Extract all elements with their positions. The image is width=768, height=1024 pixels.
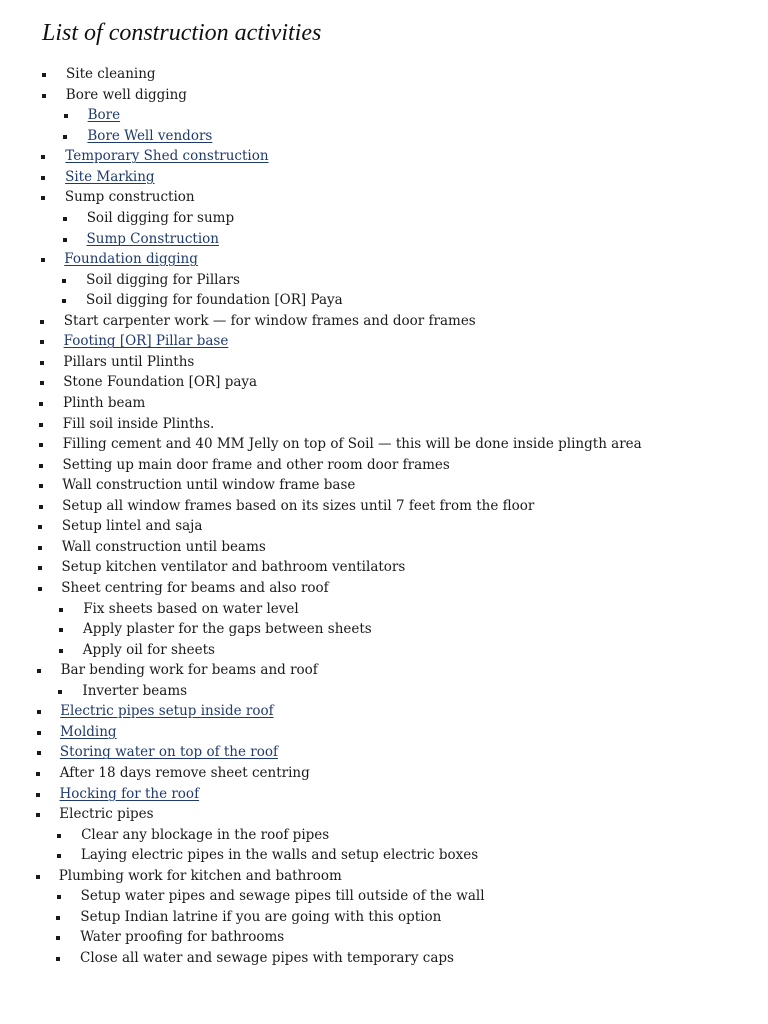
sub-list-item <box>0 290 760 310</box>
list-item-text: Soil digging for foundation [OR] Paya <box>86 292 343 309</box>
bullet-icon <box>56 957 60 961</box>
sub-list-item <box>0 640 760 660</box>
list-item <box>0 414 760 434</box>
sub-list-item <box>0 208 760 228</box>
list-item-text: After 18 days remove sheet centring <box>59 765 310 781</box>
list-item-text: Stone Foundation [OR] paya <box>63 374 258 391</box>
list-item-text: Setup kitchen ventilator and bathroom ventilators <box>61 559 406 576</box>
list-item <box>0 516 760 536</box>
list-item <box>0 311 760 331</box>
list-item-text: Inverter beams <box>82 682 188 699</box>
list-item-text: Clear any blockage in the roof pipes <box>81 826 330 843</box>
bullet-icon <box>38 566 42 570</box>
bullet-icon <box>56 936 60 940</box>
list-item-text: Bar bending work for beams and roof <box>60 662 318 679</box>
list-item-text: Fix sheets based on water level <box>83 600 299 617</box>
list-item-link[interactable]: Foundation digging <box>64 251 198 267</box>
list-item-link[interactable]: Bore Well vendors <box>87 127 213 144</box>
list-item-link[interactable]: Site Marking <box>65 168 155 185</box>
list-item-text: Apply plaster for the gaps between sheets <box>83 621 372 638</box>
list-item <box>0 557 760 577</box>
bullet-icon <box>38 587 42 591</box>
bullet-icon <box>63 135 67 139</box>
bullet-icon <box>41 258 45 262</box>
bullet-icon <box>38 525 42 529</box>
bullet-icon <box>59 649 63 653</box>
list-item-text: Setup lintel and saja <box>61 518 203 535</box>
list-item <box>0 804 760 824</box>
bullet-icon <box>42 73 46 77</box>
list-item-link[interactable]: Storing water on top of the roof <box>59 744 278 761</box>
bullet-icon <box>38 546 42 550</box>
list-item-text: Setup all window frames based on its sizes until 7 feet from the floor <box>62 497 535 514</box>
list-item[interactable] <box>0 331 760 351</box>
list-item[interactable] <box>0 722 760 742</box>
list-item-text: Sheet centring for beams and also roof <box>61 580 329 596</box>
list-item-text: Plinth beam <box>63 394 146 411</box>
bullet-icon <box>39 443 43 447</box>
bullet-icon <box>58 690 62 694</box>
sub-list-item[interactable] <box>0 126 760 146</box>
bullet-icon <box>62 299 66 303</box>
bullet-icon <box>62 279 66 283</box>
list-item <box>0 455 760 475</box>
list-item <box>0 393 760 413</box>
bullet-icon <box>41 155 45 159</box>
bullet-icon <box>63 217 67 221</box>
list-item <box>0 537 760 557</box>
list-item <box>0 372 760 392</box>
bullet-icon <box>57 834 61 838</box>
list-item-text: Setting up main door frame and other room door frames <box>62 456 450 473</box>
bullet-icon <box>37 751 41 755</box>
list-item <box>0 434 760 454</box>
bullet-icon <box>39 464 43 468</box>
bullet-icon <box>39 484 43 488</box>
list-item[interactable] <box>0 784 760 804</box>
sub-list-item <box>0 681 760 701</box>
sub-list-item[interactable] <box>0 229 760 249</box>
list-item[interactable] <box>0 146 760 166</box>
bullet-icon <box>36 793 40 797</box>
bullet-icon <box>40 340 44 344</box>
bullet-icon <box>39 505 43 509</box>
list-item-text: Electric pipes <box>59 806 154 823</box>
sub-list-item[interactable] <box>0 105 760 125</box>
list-item <box>0 352 760 372</box>
list-item <box>0 866 760 886</box>
bullet-icon <box>40 381 44 385</box>
list-item-text: Site cleaning <box>66 66 156 82</box>
list-item[interactable] <box>0 167 760 187</box>
list-item-text: Fill soil inside Plinths. <box>62 415 215 432</box>
list-item-link[interactable]: Footing [OR] Pillar base <box>63 333 229 350</box>
list-item-text: Wall construction until window frame base <box>62 477 356 494</box>
list-item-text: Soil digging for sump <box>86 209 235 226</box>
list-item-link[interactable]: Temporary Shed construction <box>65 148 269 165</box>
sub-list-item <box>0 619 760 639</box>
sub-list-item <box>0 599 760 619</box>
list-item[interactable] <box>0 701 760 721</box>
document-title: List of construction activities <box>42 20 322 46</box>
sub-list-item <box>0 270 760 290</box>
list-item-text: Plumbing work for kitchen and bathroom <box>58 867 342 884</box>
bullet-icon <box>42 94 46 98</box>
bullet-icon <box>36 772 40 776</box>
list-item <box>0 64 760 84</box>
list-item-link[interactable]: Molding <box>60 723 117 740</box>
sub-list-item <box>0 825 760 845</box>
list-item-link[interactable]: Bore <box>87 107 121 124</box>
sub-list-item <box>0 927 760 947</box>
list-item <box>0 187 760 207</box>
list-item <box>0 578 760 598</box>
sub-list-item <box>0 845 760 865</box>
list-item-text: Apply oil for sheets <box>82 641 215 658</box>
bullet-icon <box>64 114 68 118</box>
list-item-text: Laying electric pipes in the walls and setup electric boxes <box>80 847 479 864</box>
list-item <box>0 660 760 680</box>
list-item-text: Water proofing for bathrooms <box>80 929 285 946</box>
bullet-icon <box>39 402 43 406</box>
bullet-icon <box>41 196 45 200</box>
bullet-icon <box>57 895 61 899</box>
list-item-text: Pillars until Plinths <box>63 353 195 370</box>
sub-list-item <box>0 886 760 906</box>
bullet-icon <box>40 320 44 324</box>
list-item-link[interactable]: Electric pipes setup inside roof <box>60 703 274 720</box>
list-item <box>0 85 760 105</box>
bullet-icon <box>59 628 63 632</box>
bullet-icon <box>37 731 41 735</box>
list-item <box>0 763 760 783</box>
list-item <box>0 496 760 516</box>
list-item-text: Filling cement and 40 MM Jelly on top of Soil — this will be done inside plingth area <box>62 436 642 452</box>
list-item[interactable] <box>0 742 760 762</box>
bullet-icon <box>36 813 40 817</box>
list-item-text: Start carpenter work — for window frames and door frames <box>63 312 476 329</box>
bullet-icon <box>56 916 60 920</box>
bullet-icon <box>37 710 41 714</box>
list-item-text: Setup water pipes and sewage pipes till outside of the wall <box>80 888 485 905</box>
sub-list-item <box>0 907 760 927</box>
bullet-icon <box>59 608 63 612</box>
bullet-icon <box>40 361 44 365</box>
sub-list-item <box>0 948 760 968</box>
list-item-text: Soil digging for Pillars <box>86 271 240 288</box>
bullet-icon <box>36 875 40 879</box>
list-item-text: Wall construction until beams <box>61 538 266 555</box>
bullet-icon <box>63 238 67 242</box>
bullet-icon <box>37 669 41 673</box>
bullet-icon <box>39 423 43 427</box>
list-item-text: Bore well digging <box>65 86 187 103</box>
list-item-text: Close all water and sewage pipes with temporary caps <box>80 950 454 966</box>
list-item-text: Setup Indian latrine if you are going with this option <box>80 908 442 925</box>
list-item[interactable] <box>0 249 760 269</box>
bullet-icon <box>57 854 61 858</box>
list-item-link[interactable]: Sump Construction <box>86 230 219 247</box>
list-item <box>0 475 760 495</box>
bullet-icon <box>41 176 45 180</box>
list-item-text: Sump construction <box>64 189 195 206</box>
list-item-link[interactable]: Hocking for the roof <box>59 785 200 802</box>
